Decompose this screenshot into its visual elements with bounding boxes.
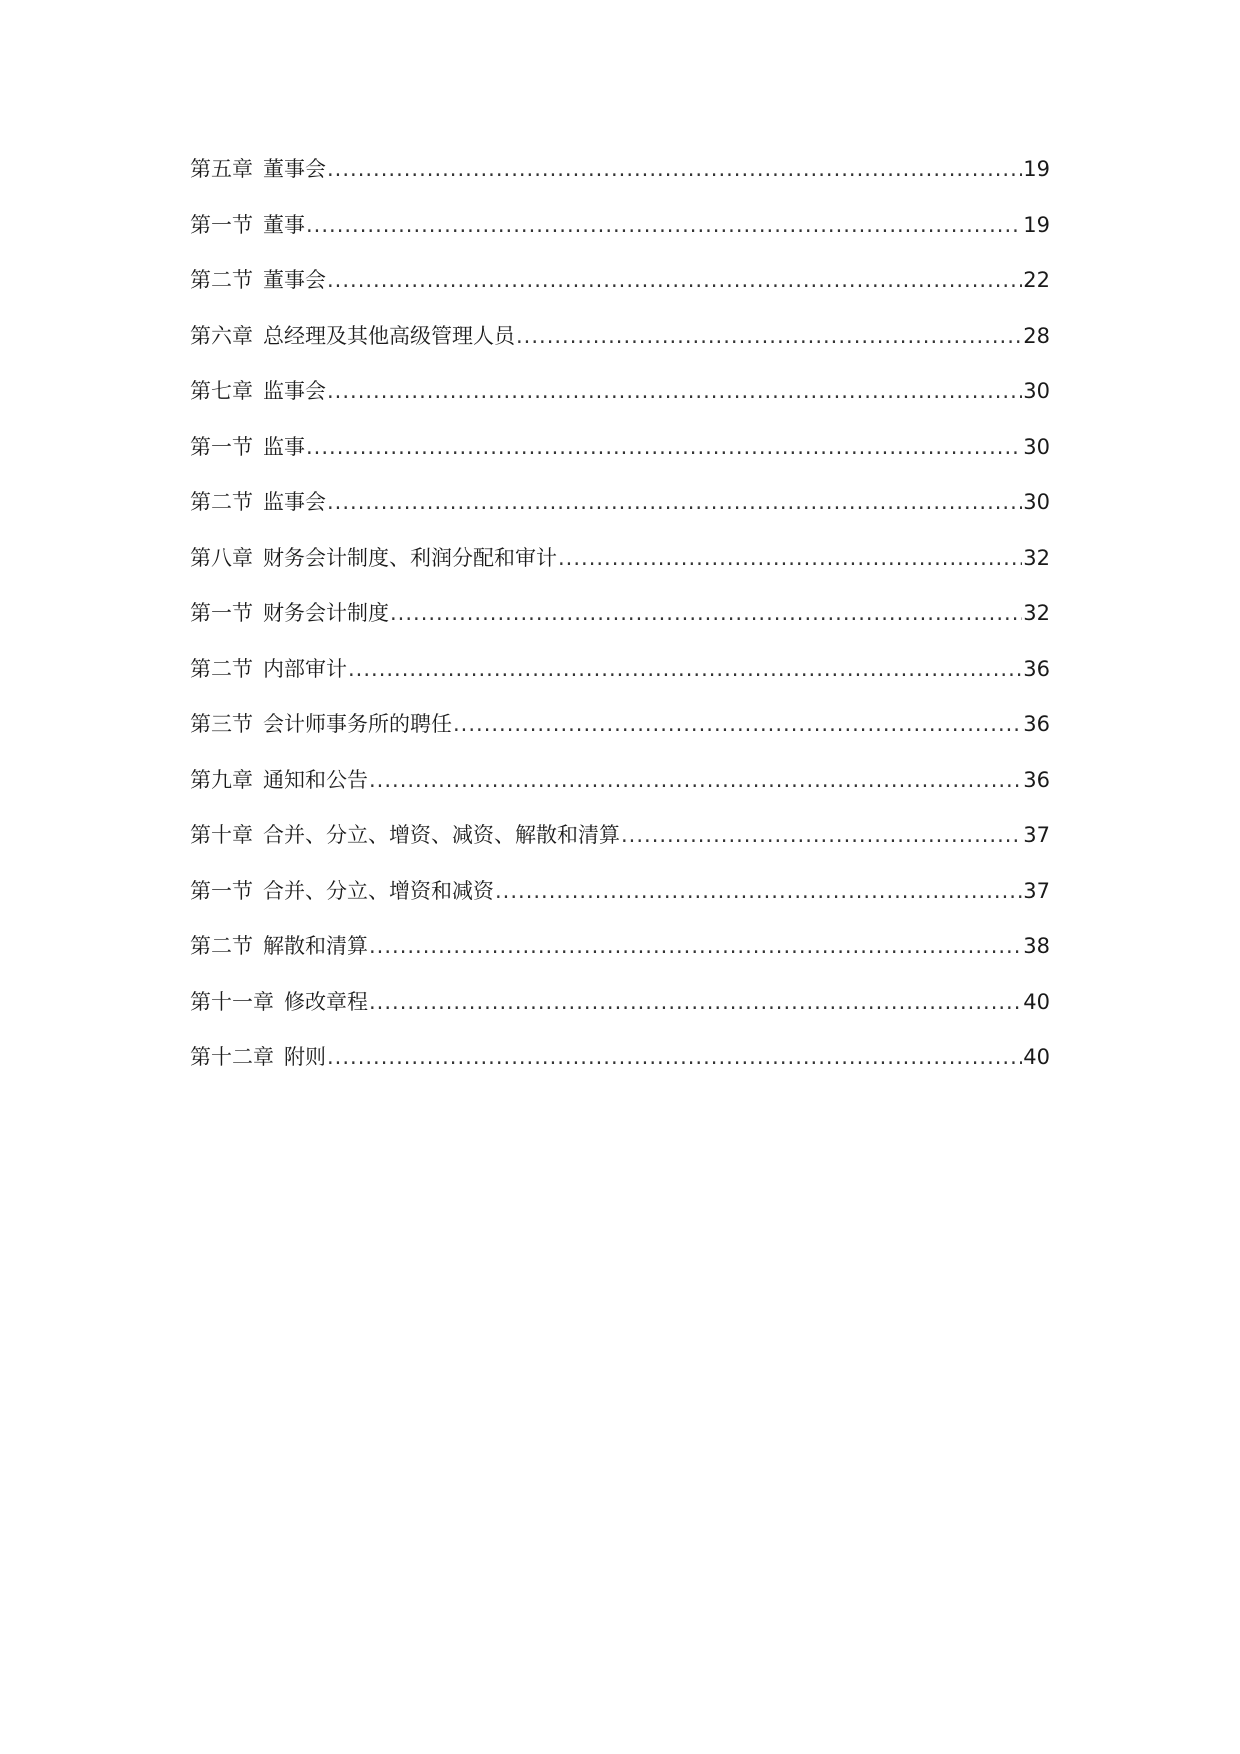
toc-entry-label: 第二节 [190, 490, 253, 514]
toc-entry-label: 第十章 [190, 823, 253, 847]
toc-page-number: 19 [1023, 212, 1050, 237]
toc-dot-leader [306, 431, 1022, 463]
toc-entry-label: 第九章 [190, 767, 253, 792]
toc-dot-leader [327, 486, 1022, 518]
toc-page-number: 36 [1023, 767, 1050, 792]
toc-entry[interactable] [190, 1041, 1050, 1097]
toc-entry-label: 第一节 [190, 601, 253, 625]
toc-entry[interactable] [190, 819, 1050, 875]
toc-entry-label: 第一节 [190, 434, 253, 459]
toc-dot-leader [453, 708, 1022, 740]
toc-page-number: 37 [1023, 878, 1050, 903]
toc-entry-label: 第三节 [190, 712, 253, 736]
toc-entry-label: 第二节 [190, 934, 253, 958]
toc-entry-label: 第二节 [190, 656, 253, 681]
toc-page-number: 30 [1023, 379, 1050, 403]
toc-entry-label: 第十二章 [190, 1045, 274, 1069]
toc-page-number: 40 [1023, 989, 1050, 1014]
toc-entry-heading: 董事 [263, 212, 305, 237]
toc-entry[interactable] [190, 320, 1050, 376]
toc-page-number: 32 [1023, 545, 1050, 570]
toc-entry-label: 第六章 [190, 323, 253, 348]
toc-entry[interactable] [190, 986, 1050, 1042]
toc-entry-heading: 财务会计制度 [263, 601, 389, 625]
toc-dot-leader [306, 209, 1022, 241]
toc-entry[interactable] [190, 153, 1050, 209]
toc-entry-label: 第八章 [190, 545, 253, 570]
toc-entry-heading: 董事会 [263, 268, 326, 292]
toc-entry-label: 第五章 [190, 157, 253, 181]
toc-dot-leader [327, 264, 1022, 296]
toc-entry[interactable] [190, 597, 1050, 653]
toc-entry-heading: 合并、分立、增资、减资、解散和清算 [263, 823, 620, 847]
toc-page-number: 22 [1023, 268, 1050, 292]
toc-entry[interactable] [190, 764, 1050, 820]
toc-entry[interactable] [190, 486, 1050, 542]
toc-entry[interactable] [190, 708, 1050, 764]
toc-entry-heading: 修改章程 [284, 989, 368, 1014]
toc-entry-heading: 附则 [284, 1045, 326, 1069]
toc-entry-heading: 财务会计制度、利润分配和审计 [263, 545, 557, 570]
toc-dot-leader [369, 986, 1022, 1018]
toc-entry[interactable] [190, 930, 1050, 986]
toc-page-number: 32 [1023, 601, 1050, 625]
toc-dot-leader [369, 764, 1022, 796]
toc-entry-label: 第一节 [190, 212, 253, 237]
toc-page-number: 28 [1023, 323, 1050, 348]
toc-entry-heading: 监事会 [263, 490, 326, 514]
toc-dot-leader [558, 542, 1022, 574]
toc-dot-leader [348, 653, 1022, 685]
toc-entry[interactable] [190, 431, 1050, 487]
toc-entry[interactable] [190, 375, 1050, 431]
toc-page-number: 30 [1023, 490, 1050, 514]
toc-page-number: 40 [1023, 1045, 1050, 1069]
toc-entry-heading: 总经理及其他高级管理人员 [263, 323, 515, 348]
toc-page-number: 38 [1023, 934, 1050, 958]
toc-entry[interactable] [190, 209, 1050, 265]
toc-entry-heading: 监事 [263, 434, 305, 459]
toc-entry-heading: 内部审计 [263, 656, 347, 681]
toc-dot-leader [327, 1041, 1022, 1073]
toc-entry[interactable] [190, 653, 1050, 709]
toc-entry-heading: 解散和清算 [263, 934, 368, 958]
toc-dot-leader [369, 930, 1022, 962]
toc-entry[interactable] [190, 875, 1050, 931]
toc-page-number: 36 [1023, 656, 1050, 681]
toc-entry-heading: 董事会 [263, 157, 326, 181]
toc-entry-heading: 监事会 [263, 379, 326, 403]
toc-entry-heading: 合并、分立、增资和减资 [263, 878, 494, 903]
toc-dot-leader [327, 153, 1022, 185]
toc-page-number: 36 [1023, 712, 1050, 736]
toc-dot-leader [621, 819, 1022, 851]
toc-page-number: 19 [1023, 157, 1050, 181]
toc-entry-label: 第一节 [190, 878, 253, 903]
table-of-contents [190, 153, 1050, 1097]
toc-dot-leader [516, 320, 1022, 352]
toc-page-number: 30 [1023, 434, 1050, 459]
toc-entry-label: 第七章 [190, 379, 253, 403]
toc-dot-leader [327, 375, 1022, 407]
toc-page-number: 37 [1023, 823, 1050, 847]
toc-dot-leader [495, 875, 1022, 907]
toc-dot-leader [390, 597, 1022, 629]
toc-entry-heading: 通知和公告 [263, 767, 368, 792]
toc-entry[interactable] [190, 264, 1050, 320]
toc-entry-heading: 会计师事务所的聘任 [263, 712, 452, 736]
toc-entry-label: 第十一章 [190, 989, 274, 1014]
toc-entry-label: 第二节 [190, 268, 253, 292]
toc-entry[interactable] [190, 542, 1050, 598]
